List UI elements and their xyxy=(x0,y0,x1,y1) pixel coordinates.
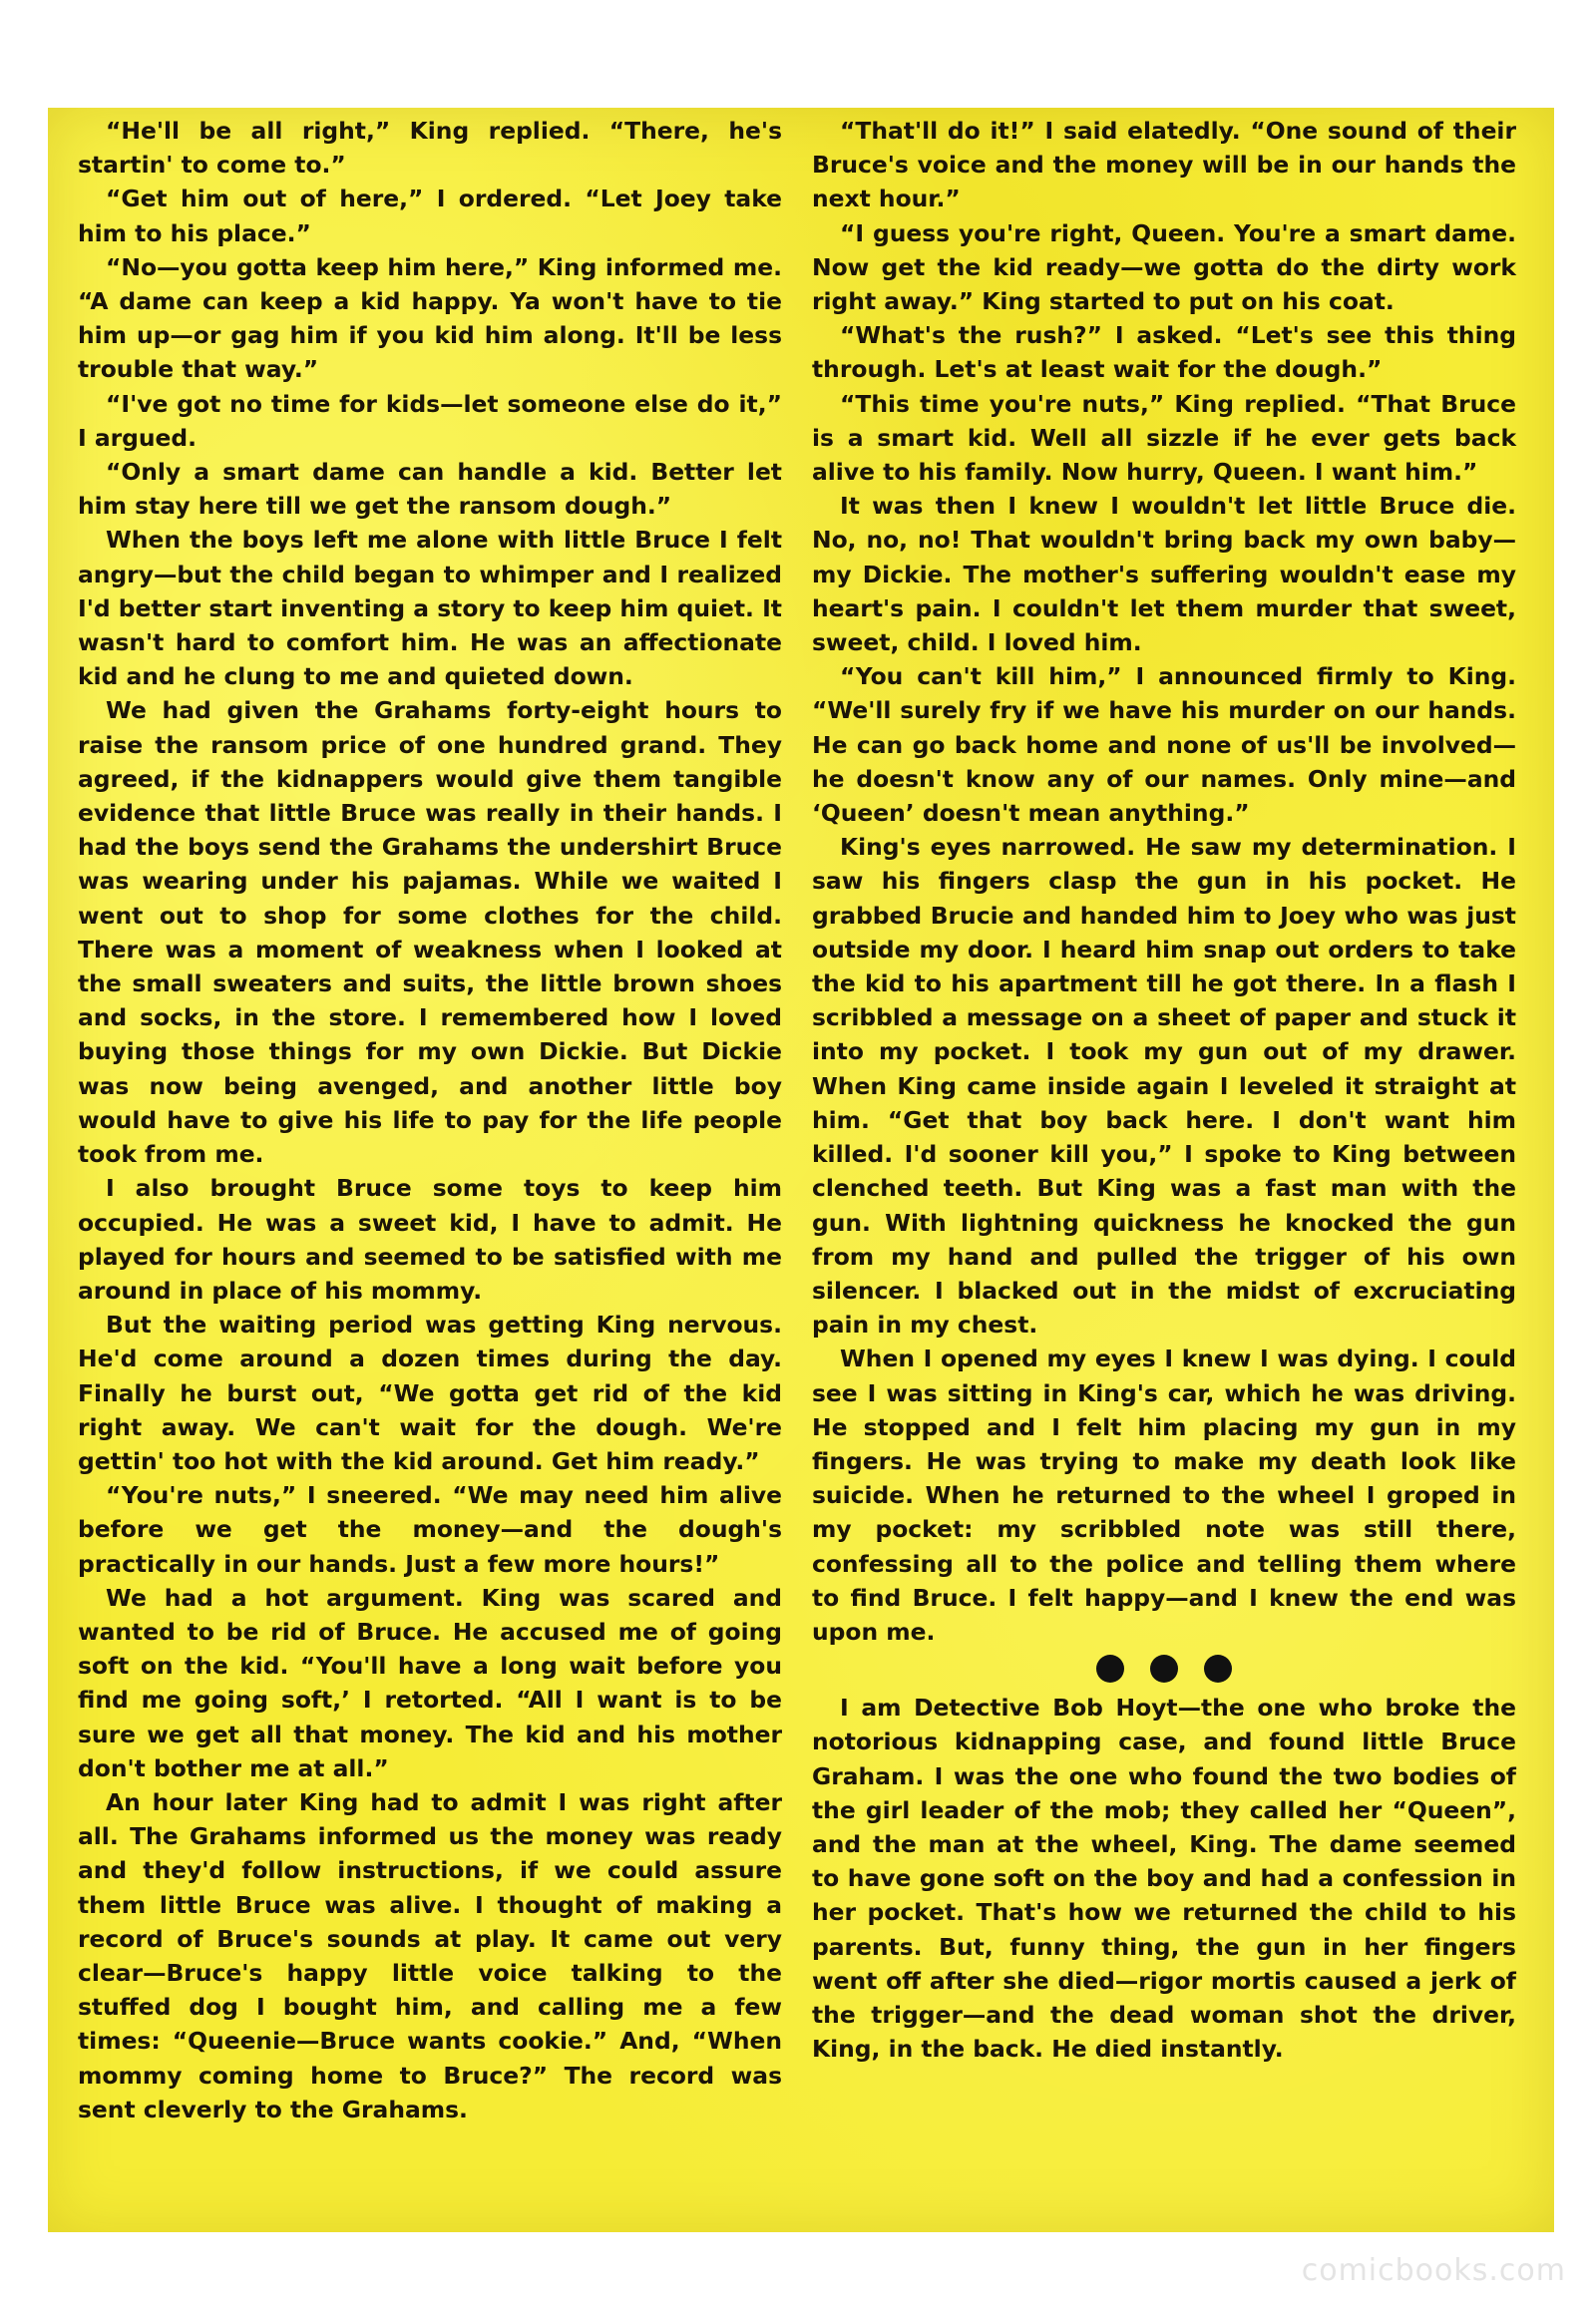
paragraph: But the waiting period was getting King nervous. He'd come around a dozen times during the day. Finally he burst out, “We gotta get rid of the kid right away. We can't wait for the dough. We're gettin' too hot with the kid around. Get him ready.” xyxy=(78,1311,782,1475)
paragraph: An hour later King had to admit I was right after all. The Grahams informed us the money was ready and they'd follow instructions, if we could assure them little Bruce was alive. I thought of making a record of Bruce's sounds at play. It came out very clear—Bruce's happy little voice talking to the stuffed dog I bought him, and calling me a few times: “Queenie—Bruce wants cookie.” And, “When mommy coming home to Bruce?” The record was sent cleverly to the Grahams. xyxy=(78,1787,782,2123)
paragraph: “You're nuts,” I sneered. “We may need him alive before we get the money—and the dough's practically in our hands. Just a few more hours!” xyxy=(78,1481,782,1578)
paragraph: We had a hot argument. King was scared and wanted to be rid of Bruce. He accused me of going soft on the kid. “You'll have a long wait before you find me going soft,’ I retorted. “All I want is to be sure we get all that money. The kid and his mother don't bother me at all.” xyxy=(78,1583,782,1782)
paragraph: “You can't kill him,” I announced firmly to King. “We'll surely fry if we have his murder on our hands. He can go back home and none of us'll be involved—he doesn't know any of our names. Only mine—and ‘Queen’ doesn't mean anything.” xyxy=(812,662,1516,828)
right-text-column xyxy=(812,114,1516,2066)
bullet-dot-icon xyxy=(1150,1655,1178,1683)
watermark: comicbooks.com xyxy=(1301,2253,1566,2288)
paragraph: “He'll be all right,” King replied. “There, he's startin' to come to.” xyxy=(78,117,782,180)
paragraph: “I guess you're right, Queen. You're a smart dame. Now get the kid ready—we gotta do the dirty work right away.” King started to put on his coat. xyxy=(812,218,1516,316)
paragraph: “I've got no time for kids—let someone else do it,” I argued. xyxy=(78,389,782,452)
paragraph: I also brought Bruce some toys to keep him occupied. He was a sweet kid, I have to admit. He played for hours and seemed to be satisfied with me around in place of his mommy. xyxy=(78,1174,782,1305)
paragraph: “That'll do it!” I said elatedly. “One sound of their Bruce's voice and the money will be in our hands the next hour.” xyxy=(812,117,1516,213)
paragraph: When the boys left me alone with little Bruce I felt angry—but the child began to whimper and I realized I'd better start inventing a story to keep him quiet. It wasn't hard to comfort him. He was an affectionate kid and he clung to me and quieted down. xyxy=(78,526,782,691)
paragraph: “What's the rush?” I asked. “Let's see this thing through. Let's at least wait for the dough.” xyxy=(812,321,1516,384)
paragraph: We had given the Grahams forty-eight hours to raise the ransom price of one hundred grand. They agreed, if the kidnappers would give them tangible evidence that little Bruce was really in their hands. I had the boys send the Grahams the undershirt Bruce was wearing under his pajamas. While we waited I went out to shop for some clothes for the child. There was a moment of weakness when I looked at the small sweaters and suits, the little brown shoes and socks, in the store. I remembered how I loved buying those things for my own Dickie. But Dickie was now being avenged, and another little boy would have to give his life to pay for the life people took from me. xyxy=(78,696,782,1169)
paragraph: “Only a smart dame can handle a kid. Better let him stay here till we get the ransom dough.” xyxy=(78,458,782,521)
paragraph: “Get him out of here,” I ordered. “Let Joey take him to his place.” xyxy=(78,185,782,247)
bullet-dot-icon xyxy=(1204,1655,1232,1683)
section-break xyxy=(812,1655,1516,1683)
bullet-dot-icon xyxy=(1096,1655,1124,1683)
paragraph: It was then I knew I wouldn't let little Bruce die. No, no, no! That wouldn't bring back my own baby—my Dickie. The mother's suffering wouldn't ease my heart's pain. I couldn't let them murder that sweet, sweet, child. I loved him. xyxy=(812,492,1516,657)
paragraph: I am Detective Bob Hoyt—the one who broke the notorious kidnapping case, and found little Bruce Graham. I was the one who found the two bodies of the girl leader of the mob; they called her “Queen”, and the man at the wheel, King. The dame seemed to have gone soft on the boy and had a confession in her pocket. That's how we returned the child to his parents. But, funny thing, the gun in her fingers went off after she died—rigor mortis caused a jerk of the trigger—and the dead woman shot the driver, King, in the back. He died instantly. xyxy=(812,1694,1516,2064)
paragraph: When I opened my eyes I knew I was dying. I could see I was sitting in King's car, which he was driving. He stopped and I felt him placing my gun in my fingers. He was trying to make my death look like suicide. When he returned to the wheel I groped in my pocket: my scribbled note was still there, confessing all to the police and telling them where to find Bruce. I felt happy—and I knew the end was upon me. xyxy=(812,1345,1516,1646)
paragraph: “No—you gotta keep him here,” King informed me. “A dame can keep a kid happy. Ya won't have to tie him up—or gag him if you kid him along. It'll be less trouble that way.” xyxy=(78,252,782,384)
comic-text-page xyxy=(48,108,1554,2232)
paragraph: “This time you're nuts,” King replied. “That Bruce is a smart kid. Well all sizzle if he ever gets back alive to his family. Now hurry, Queen. I want him.” xyxy=(812,389,1516,487)
paragraph: King's eyes narrowed. He saw my determination. I saw his fingers clasp the gun in his pocket. He grabbed Brucie and handed him to Joey who was just outside my door. I heard him snap out orders to take the kid to his apartment till he got there. In a flash I scribbled a message on a sheet of paper and stuck it into my pocket. I took my gun out of my drawer. When King came inside again I leveled it straight at him. “Get that boy back here. I don't want him killed. I'd sooner kill you,” I spoke to King between clenched teeth. But King was a fast man with the gun. With lightning quickness he knocked the gun from my hand and pulled the trigger of his own silencer. I blacked out in the midst of excruciating pain in my chest. xyxy=(812,833,1516,1340)
left-text-column xyxy=(78,114,782,2126)
